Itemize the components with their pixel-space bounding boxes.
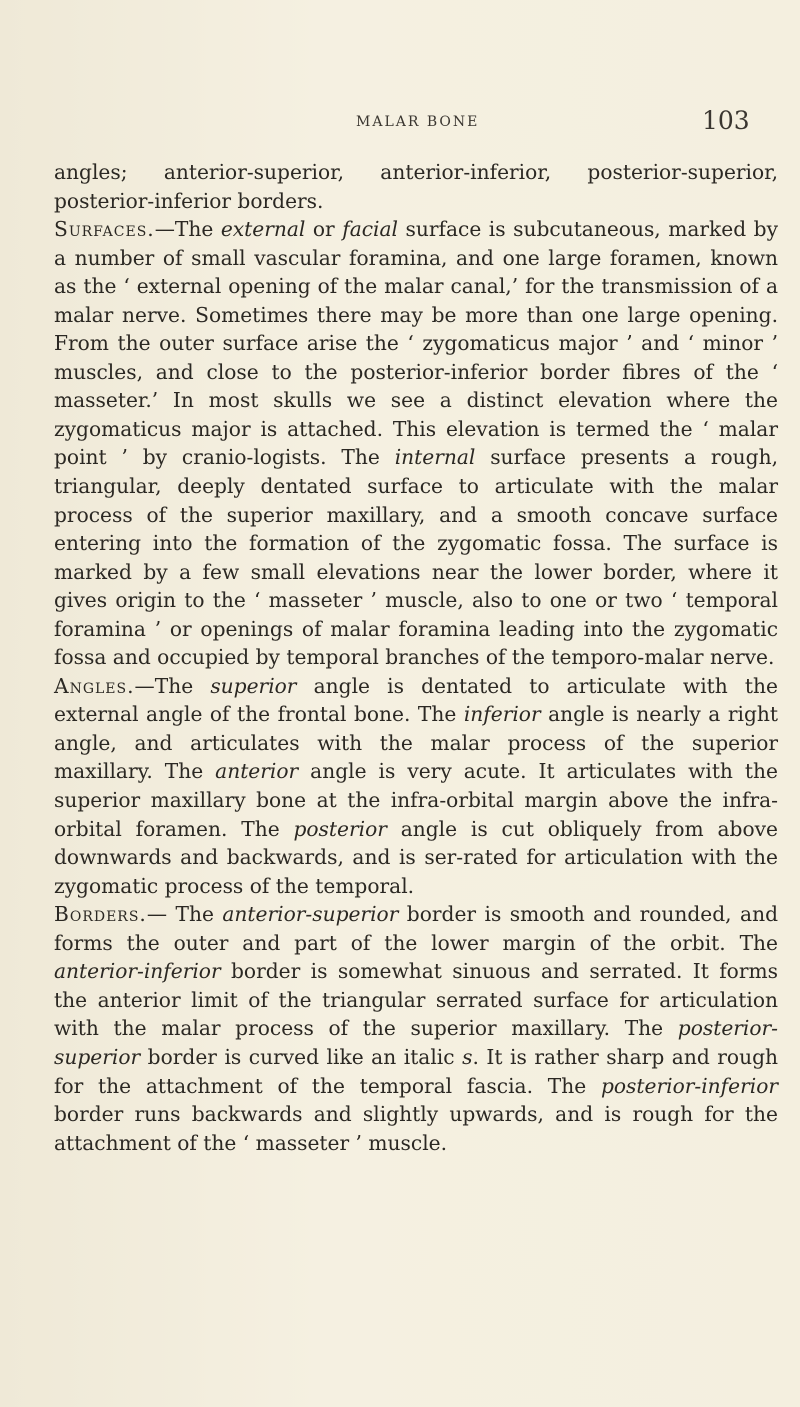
text-run: — The	[146, 902, 223, 927]
italic-term: anterior-inferior	[54, 959, 221, 984]
text-run: border is smooth and rounded, and forms the outer and part of the lower margin of the orbit. The	[54, 902, 778, 955]
section-heading-angles: Angles.	[54, 673, 135, 698]
paragraph-angles	[54, 672, 778, 900]
italic-term: posterior-inferior	[600, 1073, 778, 1098]
text-run: or	[305, 217, 343, 242]
page-number: 103	[702, 106, 750, 135]
italic-term: anterior	[215, 759, 299, 784]
paragraph-borders	[54, 900, 778, 1157]
text-run: border is curved like an italic	[140, 1044, 463, 1069]
paragraph-continuation-text: angles; anterior-superior, anterior-inferior, posterior-superior, posterior-inferior borders.	[54, 160, 778, 213]
paragraph-surfaces	[54, 215, 778, 672]
running-title: MALAR BONE	[356, 114, 480, 130]
section-heading-borders: Borders.	[54, 902, 147, 927]
italic-term: facial	[342, 217, 398, 242]
italic-term: posterior	[293, 816, 387, 841]
italic-term: internal	[394, 445, 476, 470]
text-run: angle is nearly a right angle, and articulates with the malar process of the superior maxillary. The	[54, 702, 778, 784]
body-text	[54, 158, 778, 1157]
text-run: border is somewhat sinuous and serrated. It forms the anterior limit of the triangular serrated surface for articulation with the malar process of the superior maxillary. The	[54, 959, 778, 1041]
section-heading-surfaces: Surfaces.	[54, 217, 155, 242]
italic-term: anterior-superior	[222, 902, 399, 927]
text-run: angle is very acute. It articulates with the superior maxillary bone at the infra-orbital margin above the infra-orbital foramen. The	[54, 759, 778, 841]
italic-term: posterior-superior	[54, 1016, 778, 1069]
italic-term: inferior	[463, 702, 541, 727]
text-run: angle is cut obliquely from above downwards and backwards, and is ser-rated for articulation with the zygomatic process of the temporal.	[54, 816, 778, 898]
paragraph-continuation	[54, 158, 778, 215]
italic-term: external	[220, 217, 306, 242]
text-run: border runs backwards and slightly upwards, and is rough for the attachment of the ‘ masseter ’ muscle.	[54, 1102, 778, 1155]
italic-term: s	[462, 1044, 473, 1069]
text-run: angle is dentated to articulate with the external angle of the frontal bone. The	[54, 673, 778, 727]
text-run: surface presents a rough, triangular, deeply dentated surface to articulate with the malar process of the superior maxillary, and a smooth concave surface entering into the formation of the zygomatic fossa. The surface is marked by a few small elevations near the lower border, where it gives origin to the ‘ masseter ’ muscle, also to one or two ‘ temporal foramina ’ or openings of malar foramina leading into the zygomatic fossa and occupied by temporal branches of the temporo-malar nerve.	[54, 445, 778, 670]
text-run: —The	[154, 217, 221, 242]
running-head	[0, 106, 800, 140]
text-run: . It is rather sharp and rough for the attachment of the temporal fascia. The	[54, 1044, 778, 1098]
italic-term: superior	[210, 673, 297, 698]
text-run: —The	[134, 673, 211, 698]
text-run: surface is subcutaneous, marked by a number of small vascular foramina, and one large foramen, known as the ‘ external opening of the malar canal,’ for the transmission of a malar nerve. Sometimes there may be more than one large opening. From the outer surface arise the ‘ zygomaticus major ’ and ‘ minor ’ muscles, and close to the posterior-inferior border fibres of the ‘ masseter.’ In most skulls we see a distinct elevation where the zygomaticus major is attached. This elevation is termed the ‘ malar point ’ by cranio-logists. The	[54, 217, 778, 470]
